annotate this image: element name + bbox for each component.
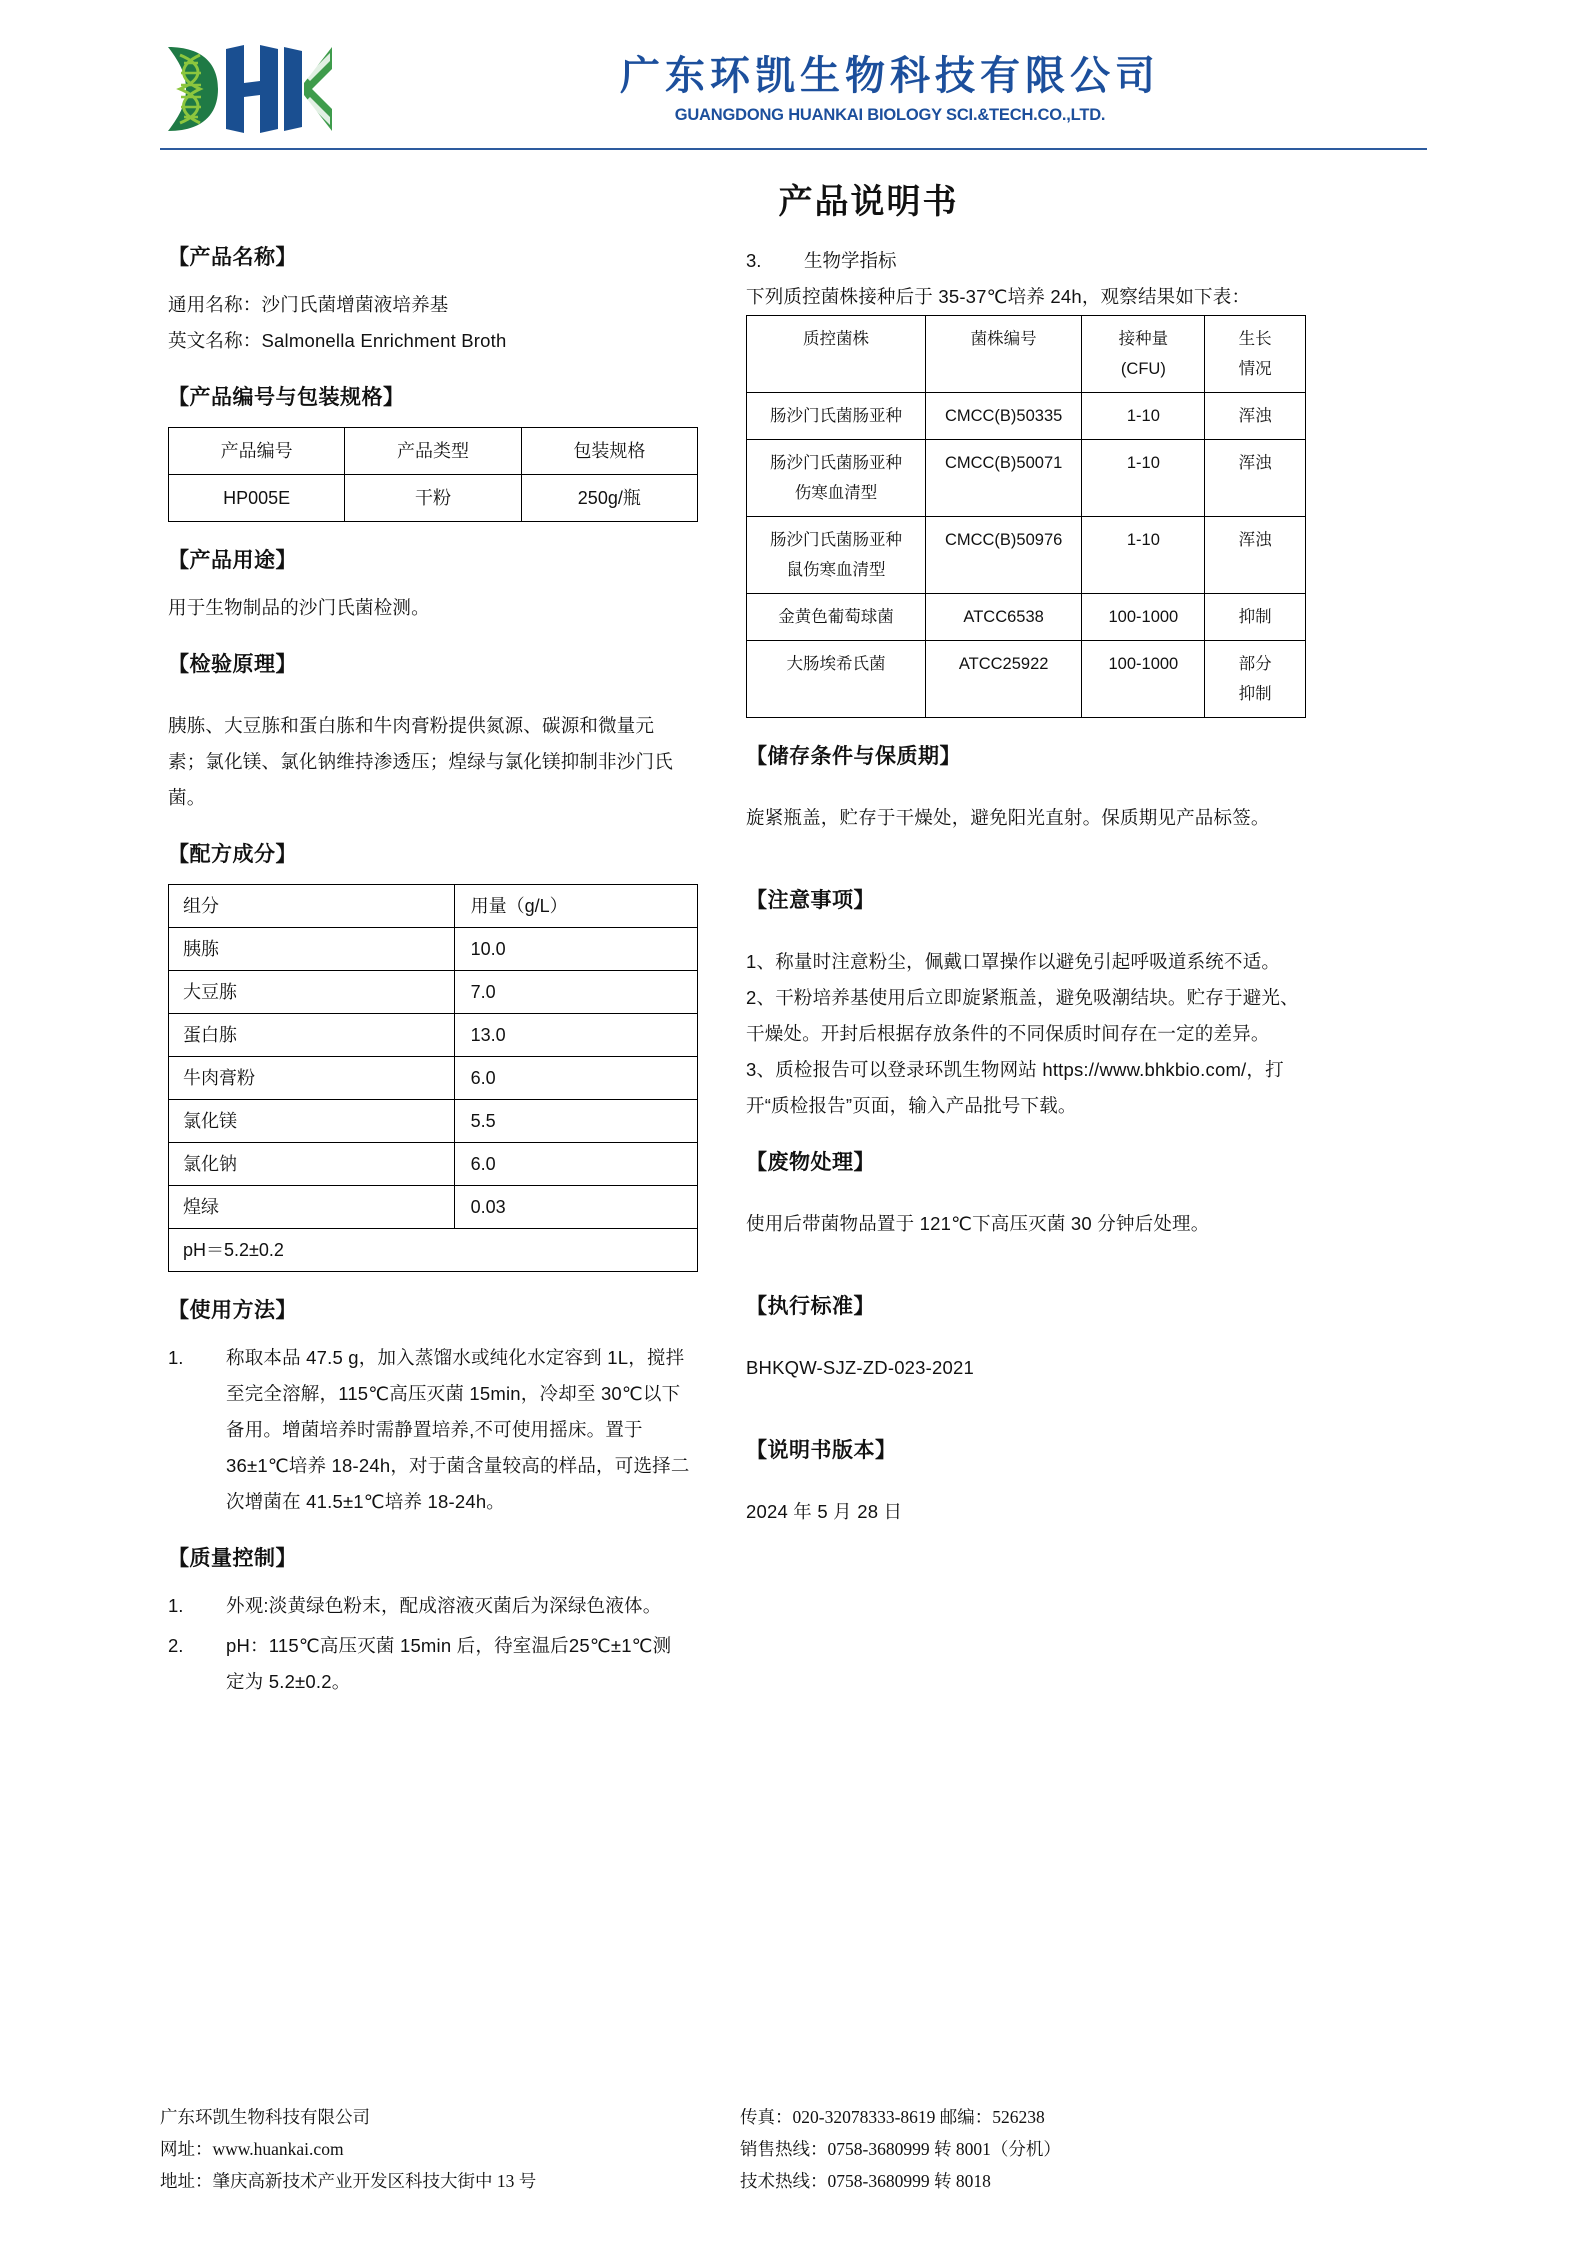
table-row [169, 928, 698, 971]
cell-component: 氯化钠 [169, 1143, 455, 1186]
note-item-3: 3、质检报告可以登录环凯生物网站 https://www.bhkbio.com/，打开“质检报告”页面，输入产品批号下载。 [746, 1059, 1284, 1116]
list-item-text: 外观:淡黄绿色粉末，配成溶液灭菌后为深绿色液体。 [226, 1595, 662, 1616]
table-row [169, 1143, 698, 1186]
waste-text: 使用后带菌物品置于 121℃下高压灭菌 30 分钟后处理。 [746, 1213, 1210, 1234]
cell-amount: 7.0 [454, 971, 697, 1014]
table-row [169, 1057, 698, 1100]
storage-text: 旋紧瓶盖，贮存于干燥处，避免阳光直射。保质期见产品标签。 [746, 807, 1270, 828]
cell-amount: 5.5 [454, 1100, 697, 1143]
test-principle-text: 胰胨、大豆胨和蛋白胨和牛肉膏粉提供氮源、碳源和微量元素；氯化镁、氯化钠维持渗透压；煌绿与氯化镁抑制非沙门氏菌。 [168, 715, 673, 808]
cell-amount: 6.0 [454, 1057, 697, 1100]
footer-address: 地址：肇庆高新技术产业开发区科技大街中 13 号 [160, 2171, 537, 2191]
list-item-text: pH：115℃高压灭菌 15min 后，待室温后25℃±1℃测定为 5.2±0.2。 [226, 1635, 672, 1692]
table-row [169, 1186, 698, 1229]
footer-fax-zip: 传真：020-32078333-8619 邮编：526238 [740, 2107, 1045, 2127]
cell-strain-number: ATCC6538 [925, 594, 1082, 641]
cell-strain-number: CMCC(B)50335 [925, 393, 1082, 440]
cell-inoculum: 1-10 [1082, 517, 1205, 594]
table-row [747, 393, 1306, 440]
cell-inoculum: 100-1000 [1082, 641, 1205, 718]
col-header-growth: 生长 情况 [1205, 316, 1306, 393]
section-heading-test-principle: 【检验原理】 [168, 653, 297, 676]
cell-qc-strain: 肠沙门氏菌肠亚种 伤寒血清型 [747, 440, 926, 517]
table-row [169, 971, 698, 1014]
cell-growth: 浑浊 [1205, 393, 1306, 440]
cell-component: 大豆胨 [169, 971, 455, 1014]
cell-component: 牛肉膏粉 [169, 1057, 455, 1100]
table-row [169, 475, 698, 522]
page-footer [0, 2101, 1587, 2197]
col-header-amount: 用量（g/L） [454, 885, 697, 928]
cell-product-type: 干粉 [345, 475, 521, 522]
section-heading-standard: 【执行标准】 [746, 1295, 875, 1318]
cell-growth: 浑浊 [1205, 440, 1306, 517]
right-column [742, 241, 1302, 1530]
page-header [0, 0, 1587, 140]
company-identity [335, 53, 1427, 125]
table-row [747, 440, 1306, 517]
col-header-product-code: 产品编号 [169, 428, 345, 475]
cell-strain-number: ATCC25922 [925, 641, 1082, 718]
cell-amount: 13.0 [454, 1014, 697, 1057]
page-title: 产品说明书 [778, 183, 959, 221]
cell-growth: 抑制 [1205, 594, 1306, 641]
col-header-component: 组分 [169, 885, 455, 928]
table-row [747, 316, 1306, 393]
cell-ph-value: pH＝5.2±0.2 [169, 1229, 698, 1272]
note-item-2: 2、干粉培养基使用后立即旋紧瓶盖，避免吸潮结块。贮存于避光、干燥处。开封后根据存放条件的不同保质时间存在一定的差异。 [746, 987, 1299, 1044]
cell-component: 氯化镁 [169, 1100, 455, 1143]
list-item [168, 1340, 690, 1520]
table-row [169, 1014, 698, 1057]
section-heading-product-code: 【产品编号与包装规格】 [168, 386, 405, 409]
header-divider [160, 148, 1427, 150]
section-heading-waste: 【废物处理】 [746, 1151, 875, 1174]
list-item-number: 1. [168, 1595, 184, 1616]
note-item-1: 1、称量时注意粉尘，佩戴口罩操作以避免引起呼吸道系统不适。 [746, 951, 1281, 972]
cell-amount: 6.0 [454, 1143, 697, 1186]
section-heading-notes: 【注意事项】 [746, 889, 875, 912]
footer-sales-hotline: 销售热线：0758-3680999 转 8001（分机） [740, 2139, 1061, 2159]
cell-inoculum: 1-10 [1082, 393, 1205, 440]
col-header-qc-strain: 质控菌株 [747, 316, 926, 393]
standard-text: BHKQW-SJZ-ZD-023-2021 [746, 1357, 974, 1378]
bhk-logo-icon [160, 39, 335, 139]
product-english-name: 英文名称：Salmonella Enrichment Broth [168, 330, 507, 351]
list-item-text: 称取本品 47.5 g，加入蒸馏水或纯化水定容到 1L，搅拌至完全溶解，115℃高压灭菌 15min，冷却至 30℃以下备用。增菌培养时需静置培养,不可使用摇床。置于36±1℃培养 18-24h，对于菌含量较高的样品，可选择二次增菌在 41.5±1℃培养 18-24h。 [226, 1347, 690, 1512]
footer-left-block [160, 2101, 740, 2197]
cell-inoculum: 100-1000 [1082, 594, 1205, 641]
footer-company-name: 广东环凯生物科技有限公司 [160, 2107, 370, 2127]
footer-tech-hotline: 技术热线：0758-3680999 转 8018 [740, 2171, 991, 2191]
list-item-number: 1. [168, 1347, 184, 1368]
formula-table [168, 884, 698, 1272]
section-heading-version: 【说明书版本】 [746, 1439, 897, 1462]
cell-product-code: HP005E [169, 475, 345, 522]
cell-strain-number: CMCC(B)50071 [925, 440, 1082, 517]
cell-qc-strain: 大肠埃希氏菌 [747, 641, 926, 718]
product-code-table [168, 427, 698, 522]
cell-component: 煌绿 [169, 1186, 455, 1229]
list-item [168, 1588, 690, 1624]
cell-component: 蛋白胨 [169, 1014, 455, 1057]
left-column [160, 241, 690, 1704]
footer-right-block [740, 2101, 1437, 2197]
cell-qc-strain: 肠沙门氏菌肠亚种 鼠伤寒血清型 [747, 517, 926, 594]
cell-qc-strain: 肠沙门氏菌肠亚种 [747, 393, 926, 440]
section-heading-storage: 【储存条件与保质期】 [746, 745, 961, 768]
section-heading-quality-control: 【质量控制】 [168, 1547, 297, 1570]
cell-strain-number: CMCC(B)50976 [925, 517, 1082, 594]
bio-section-heading [746, 243, 1302, 279]
bio-section-intro: 下列质控菌株接种后于 35-37℃培养 24h，观察结果如下表： [746, 286, 1251, 307]
bio-section-number: 3. [746, 250, 762, 271]
section-heading-method: 【使用方法】 [168, 1299, 297, 1322]
col-header-inoculum: 接种量 (CFU) [1082, 316, 1205, 393]
cell-amount: 10.0 [454, 928, 697, 971]
biology-indicator-table [746, 315, 1306, 718]
table-row [169, 1100, 698, 1143]
table-row [747, 641, 1306, 718]
content-columns [0, 223, 1587, 1704]
cell-inoculum: 1-10 [1082, 440, 1205, 517]
col-header-product-type: 产品类型 [345, 428, 521, 475]
cell-growth: 部分 抑制 [1205, 641, 1306, 718]
section-heading-product-name: 【产品名称】 [168, 246, 297, 269]
table-row [747, 594, 1306, 641]
method-list [168, 1340, 690, 1520]
bio-section-label: 生物学指标 [804, 250, 897, 271]
col-header-package-spec: 包装规格 [521, 428, 697, 475]
version-text: 2024 年 5 月 28 日 [746, 1501, 903, 1522]
table-row [169, 885, 698, 928]
quality-control-list [168, 1588, 690, 1700]
company-name-cn: 广东环凯生物科技有限公司 [620, 54, 1160, 98]
section-heading-usage-purpose: 【产品用途】 [168, 549, 297, 572]
list-item-number: 2. [168, 1635, 184, 1656]
product-common-name: 通用名称：沙门氏菌增菌液培养基 [168, 294, 449, 315]
cell-growth: 浑浊 [1205, 517, 1306, 594]
cell-qc-strain: 金黄色葡萄球菌 [747, 594, 926, 641]
section-heading-formula: 【配方成分】 [168, 843, 297, 866]
col-header-strain-number: 菌株编号 [925, 316, 1082, 393]
footer-website: 网址：www.huankai.com [160, 2139, 344, 2159]
table-row [169, 428, 698, 475]
company-name-en: GUANGDONG HUANKAI BIOLOGY SCI.&TECH.CO.,LTD. [674, 106, 1106, 124]
table-row [169, 1229, 698, 1272]
list-item [168, 1628, 690, 1700]
cell-package-spec: 250g/瓶 [521, 475, 697, 522]
usage-purpose-text: 用于生物制品的沙门氏菌检测。 [168, 597, 430, 618]
cell-amount: 0.03 [454, 1186, 697, 1229]
table-row [747, 517, 1306, 594]
cell-component: 胰胨 [169, 928, 455, 971]
